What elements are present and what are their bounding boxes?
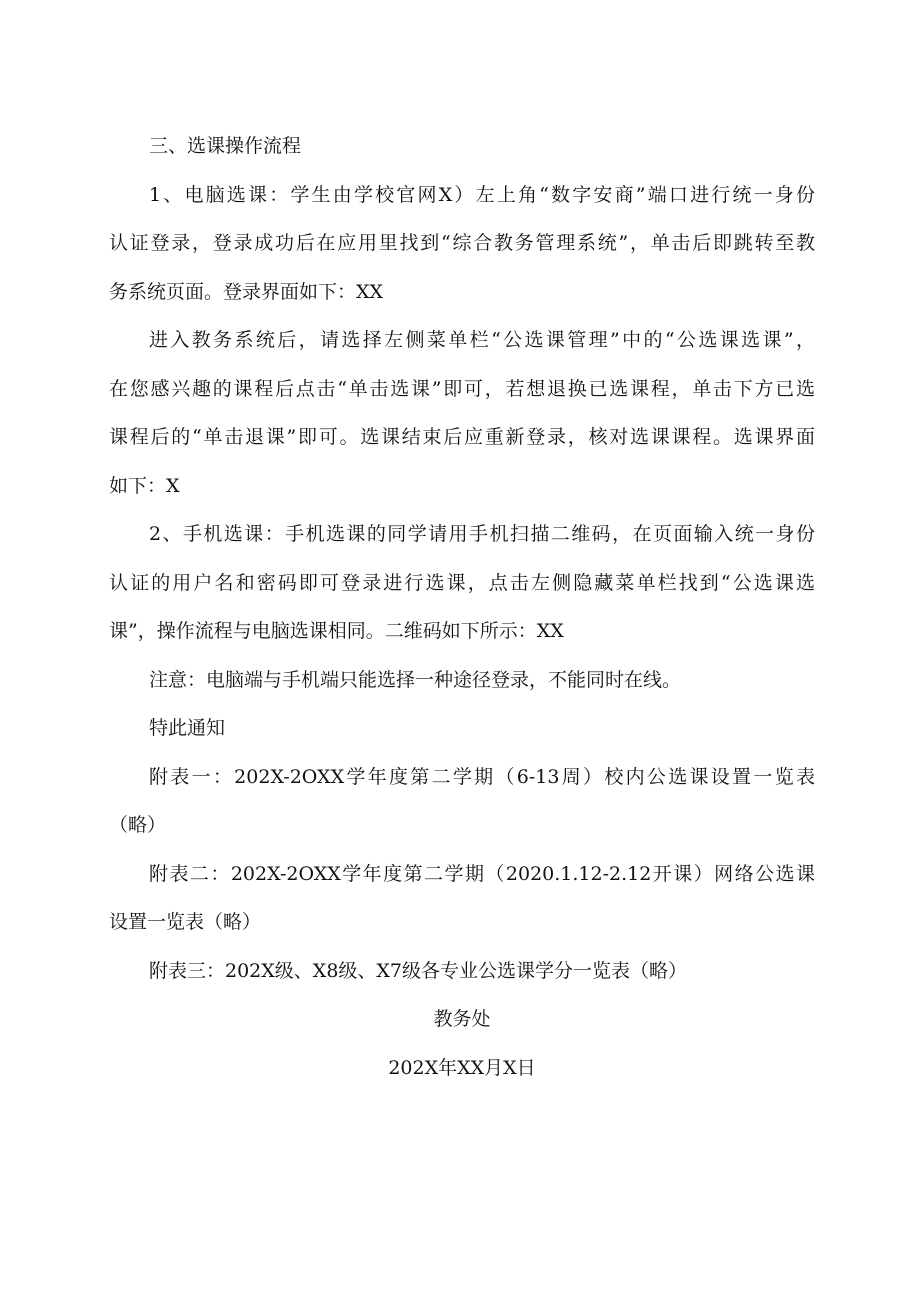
section-heading: 三、选课操作流程 (149, 135, 302, 157)
text-line: 认证登录，登录成功后在应用里找到“综合教务管理系统”，单击后即跳转至教 (109, 232, 815, 254)
signature-department: 教务处 (433, 1008, 491, 1030)
paragraph-pc-selection (109, 171, 815, 317)
text-line: 课”，操作流程与电脑选课相同。二维码如下所示：XX (109, 620, 564, 642)
paragraph-enter-system (109, 316, 815, 510)
text-line: 在您感兴趣的课程后点击“单击选课”即可，若想退换已选课程，单击下方已选 (109, 377, 815, 400)
attachment-one (109, 753, 815, 850)
paragraph-closing (109, 704, 815, 753)
signature-date: 202X年XX月X日 (388, 1056, 536, 1079)
text-line: 认证的用户名和密码即可登录进行选课，点击左侧隐藏菜单栏找到“公选课选 (109, 571, 815, 594)
document-body (109, 122, 815, 1092)
attachment-three (109, 947, 815, 996)
paragraph-mobile-selection (109, 510, 815, 656)
text-line: 如下：X (109, 474, 180, 497)
text-line: 进入教务系统后，请选择左侧菜单栏“公选课管理”中的“公选课选课”， (149, 329, 815, 351)
text-line: 课程后的“单击退课”即可。选课结束后应重新登录，核对选课课程。选课界面 (109, 426, 815, 448)
text-line: 设置一览表（略） (109, 911, 262, 933)
text-line: 务系统页面。登录界面如下：XX (109, 280, 384, 303)
text-line: 附表三：202X级、X8级、X7级各专业公选课学分一览表（略） (149, 959, 688, 982)
text-line: 特此通知 (149, 717, 226, 739)
paragraph-notice (109, 656, 815, 705)
text-line: 1、电脑选课：学生由学校官网X）左上角“数字安商”端口进行统一身份 (149, 183, 815, 206)
text-line: 附表二：202X-2OXX学年度第二学期（2020.1.12-2.12开课）网络公选课 (149, 862, 815, 885)
text-line: 注意：电脑端与手机端只能选择一种途径登录，不能同时在线。 (149, 668, 682, 691)
text-line: 附表一：202X-2OXX学年度第二学期（6-13周）校内公选课设置一览表 (149, 765, 815, 788)
attachment-two (109, 850, 815, 947)
text-line: 2、手机选课：手机选课的同学请用手机扫描二维码，在页面输入统一身份 (149, 523, 815, 545)
text-line: （略） (109, 814, 167, 836)
